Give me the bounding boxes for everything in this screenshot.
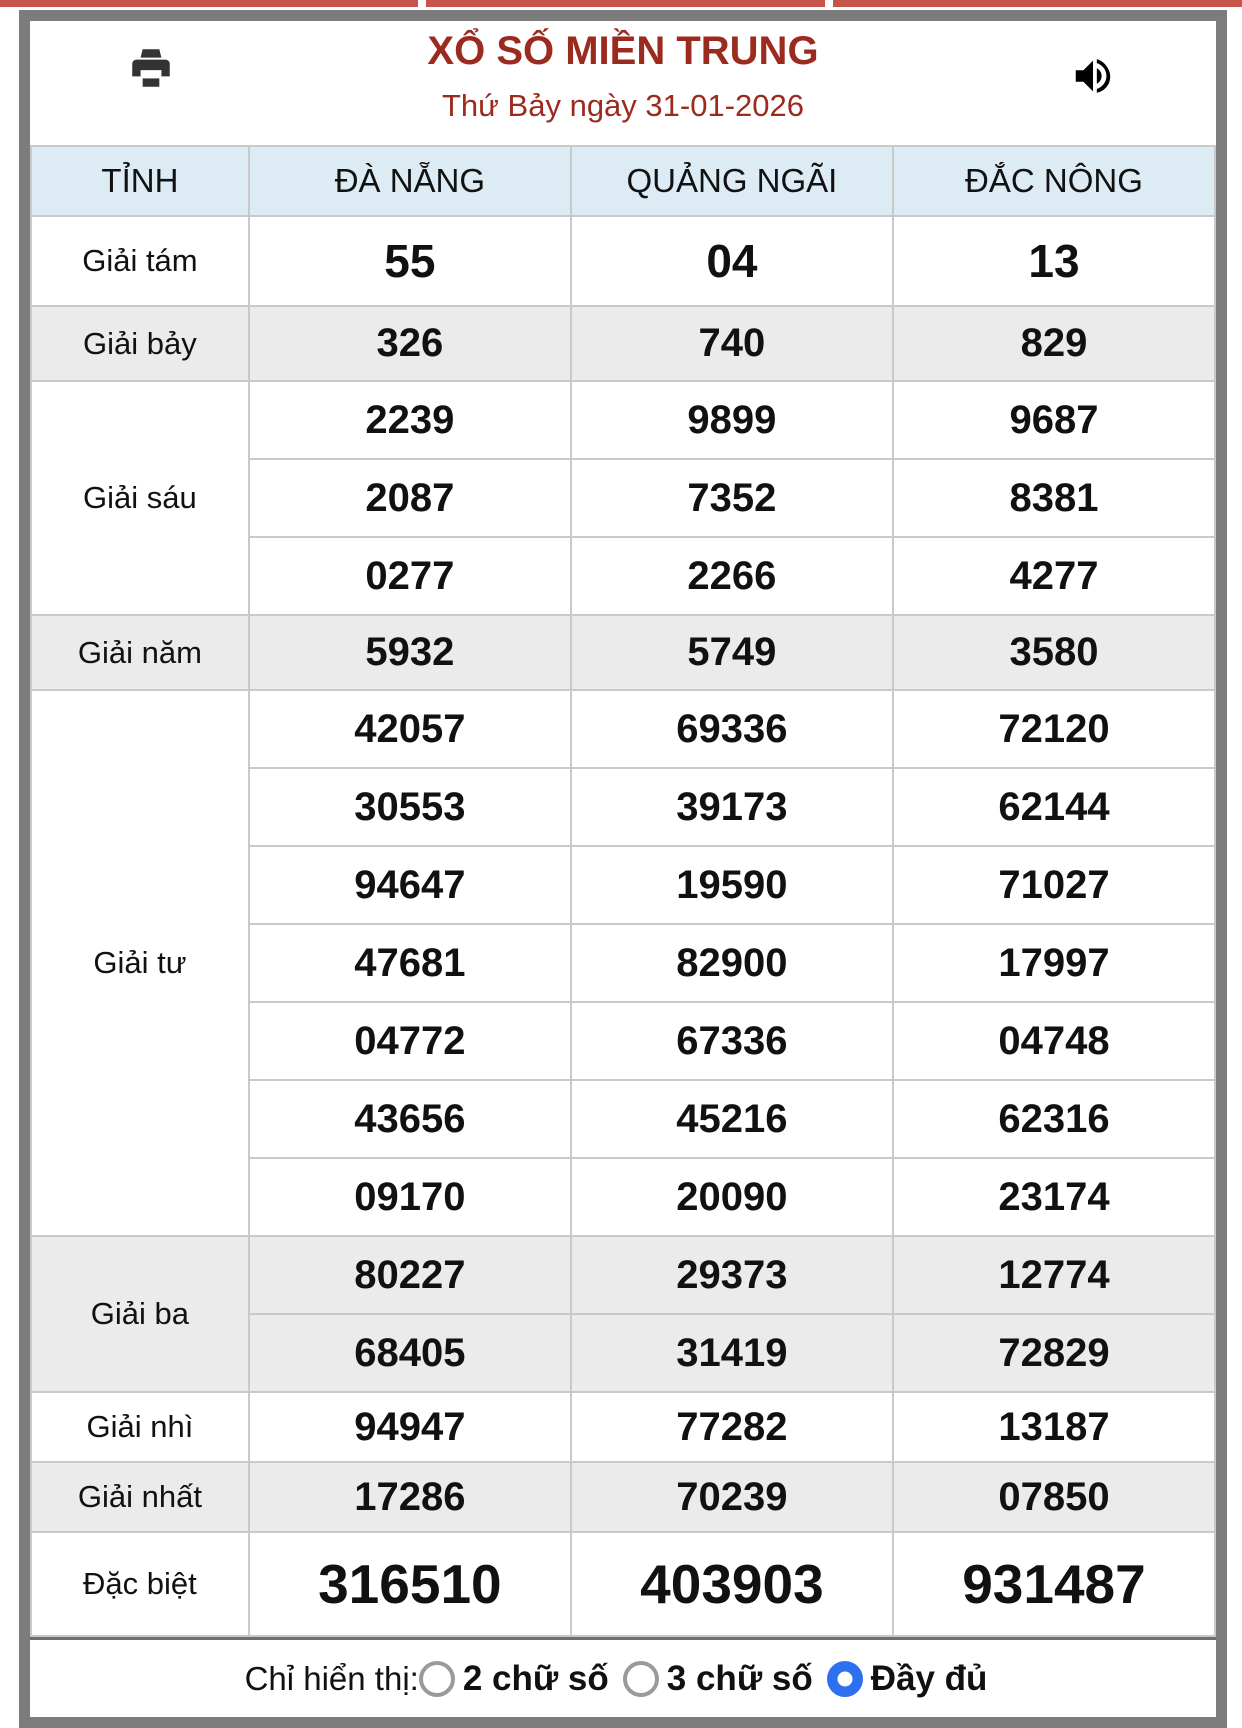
- prize-cell: 71027: [893, 846, 1215, 924]
- prize-cell: 80227: [249, 1236, 571, 1314]
- prize-cell: 5932: [249, 615, 571, 690]
- top-bar: [0, 0, 1242, 7]
- top-bar-segment: [0, 0, 418, 7]
- page-title: XỔ SỐ MIỀN TRUNG: [427, 29, 819, 73]
- prize-cell: 829: [893, 306, 1215, 381]
- lottery-results-card: [19, 10, 1227, 1728]
- prize-cell: 0277: [249, 537, 571, 615]
- prize-cell: 43656: [249, 1080, 571, 1158]
- prize-cell: 2087: [249, 459, 571, 537]
- card-header: [30, 21, 1216, 145]
- option-3-digits[interactable]: 3 chữ số: [623, 1659, 827, 1699]
- prize-cell: 3580: [893, 615, 1215, 690]
- prize-cell: 17286: [249, 1462, 571, 1532]
- prize-cell: 67336: [571, 1002, 893, 1080]
- prize-cell: 7352: [571, 459, 893, 537]
- prize-label: Giải tám: [31, 216, 249, 306]
- prize-cell: 740: [571, 306, 893, 381]
- prize-cell: 09170: [249, 1158, 571, 1236]
- table-row: [31, 1462, 1215, 1532]
- prize-cell: 9687: [893, 381, 1215, 459]
- prize-label: Giải nhất: [31, 1462, 249, 1532]
- column-header-quangngai: QUẢNG NGÃI: [571, 146, 893, 216]
- prize-cell: 94647: [249, 846, 571, 924]
- prize-cell: 94947: [249, 1392, 571, 1462]
- prize-cell: 12774: [893, 1236, 1215, 1314]
- display-options-bar: [30, 1637, 1216, 1717]
- top-bar-segment: [833, 0, 1242, 7]
- prize-cell: 13: [893, 216, 1215, 306]
- table-row: [31, 615, 1215, 690]
- prize-cell: 55: [249, 216, 571, 306]
- radio-3-digits[interactable]: [623, 1661, 659, 1697]
- prize-cell: 9899: [571, 381, 893, 459]
- table-row: [31, 1392, 1215, 1462]
- prize-label: Giải bảy: [31, 306, 249, 381]
- table-row: [31, 690, 1215, 768]
- prize-cell: 2239: [249, 381, 571, 459]
- table-row: [31, 1236, 1215, 1314]
- draw-date: Thứ Bảy ngày 31-01-2026: [442, 88, 804, 123]
- prize-label: Giải sáu: [31, 381, 249, 615]
- prize-label: Giải ba: [31, 1236, 249, 1392]
- prize-label: Giải nhì: [31, 1392, 249, 1462]
- prize-cell: 19590: [571, 846, 893, 924]
- table-header-row: [31, 146, 1215, 216]
- prize-cell: 17997: [893, 924, 1215, 1002]
- prize-cell: 07850: [893, 1462, 1215, 1532]
- prize-cell: 72829: [893, 1314, 1215, 1392]
- column-header-province: TỈNH: [31, 146, 249, 216]
- print-icon: [126, 43, 176, 93]
- table-row: [31, 1532, 1215, 1636]
- prize-cell: 70239: [571, 1462, 893, 1532]
- prize-cell: 5749: [571, 615, 893, 690]
- option-2-digits[interactable]: 2 chữ số: [419, 1659, 623, 1699]
- prize-cell: 62144: [893, 768, 1215, 846]
- prize-cell: 20090: [571, 1158, 893, 1236]
- prize-cell: 42057: [249, 690, 571, 768]
- prize-cell: 931487: [893, 1532, 1215, 1636]
- table-row: [31, 381, 1215, 459]
- speaker-icon: [1070, 53, 1116, 99]
- display-options-label: Chỉ hiển thị:: [244, 1659, 419, 1697]
- prize-label: Giải năm: [31, 615, 249, 690]
- column-header-danang: ĐÀ NẴNG: [249, 146, 571, 216]
- radio-full[interactable]: [827, 1661, 863, 1697]
- prize-cell: 77282: [571, 1392, 893, 1462]
- prize-cell: 23174: [893, 1158, 1215, 1236]
- prize-cell: 326: [249, 306, 571, 381]
- prize-cell: 45216: [571, 1080, 893, 1158]
- prize-cell: 2266: [571, 537, 893, 615]
- prize-cell: 69336: [571, 690, 893, 768]
- prize-cell: 4277: [893, 537, 1215, 615]
- table-row: [31, 306, 1215, 381]
- option-full[interactable]: Đầy đủ: [827, 1659, 1002, 1699]
- prize-cell: 316510: [249, 1532, 571, 1636]
- prize-cell: 29373: [571, 1236, 893, 1314]
- prize-cell: 39173: [571, 768, 893, 846]
- prize-cell: 82900: [571, 924, 893, 1002]
- prize-cell: 30553: [249, 768, 571, 846]
- prize-cell: 403903: [571, 1532, 893, 1636]
- prize-cell: 8381: [893, 459, 1215, 537]
- prize-cell: 47681: [249, 924, 571, 1002]
- column-header-dacnong: ĐẮC NÔNG: [893, 146, 1215, 216]
- radio-2-digits[interactable]: [419, 1661, 455, 1697]
- prize-cell: 04748: [893, 1002, 1215, 1080]
- speaker-button[interactable]: [1070, 53, 1116, 99]
- prize-label: Giải tư: [31, 690, 249, 1236]
- prize-cell: 62316: [893, 1080, 1215, 1158]
- prize-cell: 13187: [893, 1392, 1215, 1462]
- print-button[interactable]: [126, 43, 176, 93]
- prize-cell: 04772: [249, 1002, 571, 1080]
- prize-cell: 72120: [893, 690, 1215, 768]
- prize-cell: 68405: [249, 1314, 571, 1392]
- prize-label: Đặc biệt: [31, 1532, 249, 1636]
- table-row: [31, 216, 1215, 306]
- prize-cell: 04: [571, 216, 893, 306]
- results-table: [30, 145, 1216, 1637]
- top-bar-segment: [426, 0, 825, 7]
- prize-cell: 31419: [571, 1314, 893, 1392]
